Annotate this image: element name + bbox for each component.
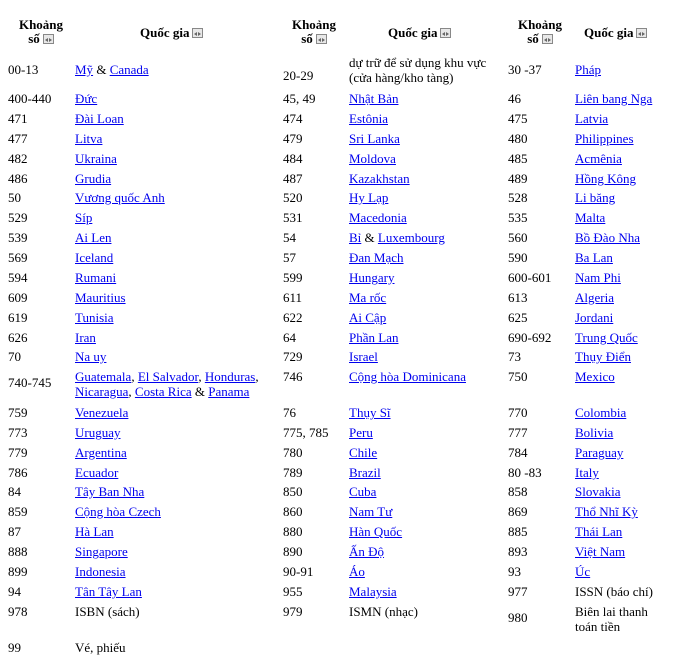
code-range: 729: [283, 349, 303, 364]
code-range: 64: [283, 330, 296, 345]
country-link[interactable]: Macedonia: [349, 210, 407, 225]
country-line: [75, 465, 118, 480]
code-range: 94: [8, 584, 21, 599]
country-link[interactable]: Panama: [208, 384, 250, 399]
country-line: [349, 465, 381, 480]
country-line: [75, 91, 97, 106]
code-range: 784: [508, 445, 528, 460]
country-line: [75, 640, 126, 655]
country-line: [75, 349, 106, 364]
country-link[interactable]: Peru: [349, 425, 373, 440]
code-range: 780: [283, 445, 303, 460]
country-link[interactable]: Iceland: [75, 250, 114, 265]
country-link[interactable]: Latvia: [575, 111, 609, 126]
country-text: ,: [128, 384, 135, 399]
country-line: [575, 445, 623, 460]
country-line: [75, 564, 126, 579]
country-link[interactable]: Hồng Kông: [575, 171, 637, 186]
code-range: 30 -37: [508, 62, 542, 77]
country-line: [75, 270, 116, 285]
code-range: 789: [283, 465, 303, 480]
country-text: &: [361, 230, 378, 245]
country-link[interactable]: Mỹ: [75, 62, 94, 77]
country-link[interactable]: Bolivia: [575, 425, 614, 440]
country-line: [575, 310, 613, 325]
country-line: [349, 445, 377, 460]
country-line: [349, 250, 404, 265]
code-range: 84: [8, 484, 21, 499]
country-line: [349, 55, 486, 70]
country-line: [349, 405, 391, 420]
country-text: dự trữ để sử dụng khu vực: [349, 55, 487, 70]
country-line: [349, 171, 410, 186]
country-link[interactable]: Luxembourg: [377, 230, 445, 245]
country-link[interactable]: Tunisia: [75, 310, 114, 325]
country-link[interactable]: Hungary: [349, 270, 395, 285]
country-line: [575, 584, 653, 599]
code-range: 860: [283, 504, 303, 519]
code-range: 487: [283, 171, 303, 186]
country-link[interactable]: Brazil: [349, 465, 381, 480]
country-link[interactable]: Thái Lan: [575, 524, 623, 539]
country-line: [575, 484, 621, 499]
country-link[interactable]: Ba Lan: [575, 250, 613, 265]
country-line: [349, 484, 376, 499]
code-range: 590: [508, 250, 528, 265]
country-link[interactable]: Trung Quốc: [575, 330, 638, 345]
header-country: [140, 26, 203, 40]
code-range: 520: [283, 190, 303, 205]
code-range: 599: [283, 270, 303, 285]
country-line: [575, 230, 640, 245]
country-text: ,: [198, 369, 205, 384]
country-text: ISMN (nhạc): [349, 604, 418, 619]
country-link[interactable]: Rumani: [75, 270, 117, 285]
country-link[interactable]: Pháp: [575, 62, 601, 77]
country-link[interactable]: Bỉ: [349, 230, 362, 245]
code-range: 613: [508, 290, 528, 305]
country-link[interactable]: Mexico: [575, 369, 615, 384]
sort-icon[interactable]: [542, 34, 553, 44]
header-code-line2: [509, 32, 571, 46]
header-code-line1: Khoảng: [517, 17, 563, 32]
code-range: 773: [8, 425, 28, 440]
country-line: [575, 151, 622, 166]
code-range: 978: [8, 604, 28, 619]
country-line: [349, 330, 398, 345]
country-line: [75, 131, 102, 146]
code-range: 625: [508, 310, 528, 325]
code-range: 531: [283, 210, 303, 225]
code-range: 775, 785: [283, 425, 329, 440]
country-line: [75, 584, 142, 599]
country-link[interactable]: Singapore: [75, 544, 128, 559]
country-link[interactable]: Estônia: [349, 111, 388, 126]
country-link[interactable]: Hy Lạp: [349, 190, 389, 205]
country-line: [75, 504, 161, 519]
country-line: [349, 111, 388, 126]
code-range: 955: [283, 584, 303, 599]
country-link[interactable]: Algeria: [575, 290, 614, 305]
header-code-range: [509, 18, 571, 46]
code-range: 850: [283, 484, 303, 499]
country-text: Vé, phiếu: [75, 640, 126, 655]
country-link[interactable]: Ecuador: [75, 465, 119, 480]
country-link[interactable]: Nam Tư: [349, 504, 393, 519]
country-link[interactable]: Uruguay: [75, 425, 121, 440]
country-line: [349, 504, 392, 519]
country-line: [349, 70, 454, 85]
sort-icon[interactable]: [636, 28, 647, 38]
country-link[interactable]: Argentina: [75, 445, 127, 460]
code-range: 489: [508, 171, 528, 186]
country-text: ,: [255, 369, 259, 384]
code-range: 893: [508, 544, 528, 559]
country-line: [349, 564, 365, 579]
country-link[interactable]: Grudia: [75, 171, 112, 186]
code-range: 779: [8, 445, 28, 460]
country-link[interactable]: Iran: [75, 330, 96, 345]
country-line: [75, 190, 165, 205]
country-link[interactable]: Đài Loan: [75, 111, 124, 126]
code-range: 746: [283, 369, 303, 384]
code-range: 569: [8, 250, 28, 265]
code-range: 594: [8, 270, 28, 285]
country-link[interactable]: Paraguay: [575, 445, 624, 460]
code-range: 528: [508, 190, 528, 205]
country-line: [575, 111, 608, 126]
sort-icon[interactable]: [192, 28, 203, 38]
country-line: [349, 349, 378, 364]
code-range: 480: [508, 131, 528, 146]
code-range: 474: [283, 111, 303, 126]
country-link[interactable]: Italy: [575, 465, 599, 480]
header-code-line2: [10, 32, 72, 46]
country-line: [75, 544, 128, 559]
country-line: [75, 524, 114, 539]
code-range: 485: [508, 151, 528, 166]
code-range: 54: [283, 230, 296, 245]
country-line: [349, 230, 445, 245]
code-range: 20-29: [283, 68, 314, 83]
code-range: 486: [8, 171, 28, 186]
country-link[interactable]: Đan Mạch: [349, 250, 404, 265]
code-range: 93: [508, 564, 521, 579]
header-code-line2-text: số: [301, 31, 313, 46]
country-link[interactable]: Litva: [75, 131, 103, 146]
code-range: 888: [8, 544, 28, 559]
code-range: 626: [8, 330, 28, 345]
header-code-line2-text: số: [28, 31, 40, 46]
country-link[interactable]: Acmênia: [575, 151, 622, 166]
country-line: [349, 544, 384, 559]
country-link[interactable]: Síp: [75, 210, 93, 225]
header-country-text: Quốc gia: [140, 25, 190, 40]
country-link[interactable]: Ma rốc: [349, 290, 387, 305]
country-line: [75, 250, 113, 265]
country-link[interactable]: Vương quốc Anh: [75, 190, 165, 205]
country-text: (cửa hàng/kho tàng): [349, 70, 454, 85]
country-text: &: [191, 384, 209, 399]
code-range: 980: [508, 610, 528, 625]
country-line: [75, 171, 111, 186]
code-range: 786: [8, 465, 28, 480]
country-line: [575, 171, 636, 186]
country-line: [75, 111, 124, 126]
country-line: [75, 445, 127, 460]
code-range: 50: [8, 190, 21, 205]
country-line: [349, 524, 402, 539]
country-link[interactable]: Phần Lan: [349, 330, 399, 345]
country-link[interactable]: Thổ Nhĩ Kỳ: [575, 504, 638, 519]
country-line: [575, 369, 615, 384]
country-link[interactable]: Liên bang Nga: [575, 91, 653, 106]
country-link[interactable]: Đức: [75, 91, 98, 106]
country-line: [575, 425, 613, 440]
country-link[interactable]: Honduras: [204, 369, 256, 384]
header-country: [388, 26, 451, 40]
country-line: [575, 290, 614, 305]
code-range: 777: [508, 425, 528, 440]
country-line: [349, 151, 396, 166]
country-text: ISSN (báo chí): [575, 584, 653, 599]
country-link[interactable]: Chile: [349, 445, 378, 460]
code-range: 475: [508, 111, 528, 126]
country-link[interactable]: Colombia: [575, 405, 627, 420]
country-link[interactable]: Nhật Bản: [349, 91, 399, 106]
header-country: [584, 26, 647, 40]
country-link[interactable]: Bồ Đào Nha: [575, 230, 640, 245]
country-line: [575, 270, 621, 285]
country-link[interactable]: Tây Ban Nha: [75, 484, 145, 499]
country-line: [75, 62, 149, 77]
code-range: 90-91: [283, 564, 314, 579]
country-line: [575, 210, 605, 225]
country-link[interactable]: Philippines: [575, 131, 634, 146]
code-range: 690-692: [508, 330, 552, 345]
country-line: [575, 604, 648, 619]
code-range: 619: [8, 310, 28, 325]
code-range: 99: [8, 640, 21, 655]
header-code-range: [10, 18, 72, 46]
country-link[interactable]: Hà Lan: [75, 524, 114, 539]
code-range: 57: [283, 250, 296, 265]
code-range: 869: [508, 504, 528, 519]
country-line: [575, 544, 625, 559]
country-line: [75, 369, 259, 384]
country-line: [75, 425, 121, 440]
code-range: 45, 49: [283, 91, 316, 106]
country-line: [575, 564, 590, 579]
country-line: [349, 584, 397, 599]
code-range: 471: [8, 111, 28, 126]
country-line: [349, 290, 386, 305]
country-link[interactable]: Kazakhstan: [349, 171, 410, 186]
header-code-line2-text: số: [527, 31, 539, 46]
code-range: 76: [283, 405, 296, 420]
country-text: ISBN (sách): [75, 604, 140, 619]
country-link[interactable]: Thụy Sĩ: [349, 405, 391, 420]
code-range: 759: [8, 405, 28, 420]
country-link[interactable]: Cộng hòa Czech: [75, 504, 161, 519]
country-link[interactable]: Nam Phi: [575, 270, 621, 285]
header-country-text: Quốc gia: [584, 25, 634, 40]
country-line: [349, 91, 398, 106]
country-line: [349, 369, 466, 384]
country-line: [575, 190, 615, 205]
country-line: [349, 604, 418, 619]
code-range: 740-745: [8, 375, 52, 390]
code-range: 80 -83: [508, 465, 542, 480]
sort-icon[interactable]: [316, 34, 327, 44]
country-line: [575, 524, 622, 539]
code-range: 477: [8, 131, 28, 146]
header-code-line1: Khoảng: [18, 17, 64, 32]
country-line: [349, 310, 386, 325]
country-line: [75, 604, 140, 619]
code-range: 858: [508, 484, 528, 499]
country-line: [575, 504, 638, 519]
code-range: 770: [508, 405, 528, 420]
header-code-line2: [283, 32, 345, 46]
country-text: ,: [131, 369, 138, 384]
country-text: Biên lai thanh: [575, 604, 648, 619]
sort-icon[interactable]: [440, 28, 451, 38]
country-line: [349, 131, 400, 146]
country-link[interactable]: Nicaragua: [75, 384, 129, 399]
code-range: 70: [8, 349, 21, 364]
header-code-range: [283, 18, 345, 46]
code-range: 73: [508, 349, 521, 364]
country-text: &: [93, 62, 110, 77]
country-link[interactable]: Indonesia: [75, 564, 126, 579]
code-range: 87: [8, 524, 21, 539]
country-link[interactable]: Costa Rica: [134, 384, 192, 399]
country-line: [575, 131, 634, 146]
code-range: 529: [8, 210, 28, 225]
code-range: 484: [283, 151, 303, 166]
country-link[interactable]: Moldova: [349, 151, 396, 166]
country-line: [349, 190, 388, 205]
code-range: 535: [508, 210, 528, 225]
country-line: [349, 425, 373, 440]
code-range: 979: [283, 604, 303, 619]
code-range: 890: [283, 544, 303, 559]
country-link[interactable]: Venezuela: [75, 405, 129, 420]
country-line: [575, 330, 638, 345]
country-link[interactable]: Cuba: [349, 484, 377, 499]
country-link[interactable]: El Salvador: [137, 369, 199, 384]
code-range: 609: [8, 290, 28, 305]
header-code-line1: Khoảng: [291, 17, 337, 32]
country-link[interactable]: Tân Tây Lan: [75, 584, 142, 599]
country-link[interactable]: Jordani: [575, 310, 614, 325]
country-link[interactable]: Cộng hòa Dominicana: [349, 369, 466, 384]
country-line: [75, 290, 126, 305]
code-range: 622: [283, 310, 303, 325]
code-range: 859: [8, 504, 28, 519]
code-range: 46: [508, 91, 521, 106]
code-range: 00-13: [8, 62, 39, 77]
code-range: 539: [8, 230, 28, 245]
country-link[interactable]: Úc: [575, 564, 591, 579]
country-link[interactable]: Thụy Điển: [575, 349, 631, 364]
country-line: [575, 62, 601, 77]
country-link[interactable]: Áo: [349, 564, 365, 579]
country-line: [575, 349, 631, 364]
code-range: 977: [508, 584, 528, 599]
country-line: [575, 405, 626, 420]
country-link[interactable]: Mauritius: [75, 290, 126, 305]
country-link[interactable]: Ukraina: [75, 151, 117, 166]
country-link[interactable]: Malta: [575, 210, 606, 225]
country-line: [75, 230, 111, 245]
code-range: 400-440: [8, 91, 52, 106]
header-country-text: Quốc gia: [388, 25, 438, 40]
code-range: 560: [508, 230, 528, 245]
code-range: 750: [508, 369, 528, 384]
country-line: [75, 484, 144, 499]
code-range: 479: [283, 131, 303, 146]
country-line: [75, 330, 96, 345]
country-link[interactable]: Li băng: [575, 190, 616, 205]
country-link[interactable]: Việt Nam: [575, 544, 626, 559]
country-line: [575, 619, 620, 634]
country-link[interactable]: Slovakia: [575, 484, 621, 499]
country-link[interactable]: Sri Lanka: [349, 131, 400, 146]
country-link[interactable]: Guatemala: [75, 369, 132, 384]
code-range: 880: [283, 524, 303, 539]
code-range: 600-601: [508, 270, 552, 285]
sort-icon[interactable]: [43, 34, 54, 44]
country-line: [75, 384, 249, 399]
country-line: [75, 210, 92, 225]
code-range: 899: [8, 564, 28, 579]
country-link[interactable]: Ai Len: [75, 230, 112, 245]
country-line: [349, 270, 395, 285]
country-line: [575, 250, 613, 265]
code-range: 885: [508, 524, 528, 539]
country-link[interactable]: Ai Cập: [349, 310, 387, 325]
country-link[interactable]: Hàn Quốc: [349, 524, 403, 539]
country-link[interactable]: Ấn Độ: [349, 544, 385, 559]
country-link[interactable]: Canada: [109, 62, 149, 77]
country-text: toán tiền: [575, 619, 621, 634]
country-line: [575, 91, 652, 106]
country-line: [349, 210, 407, 225]
country-link[interactable]: Israel: [349, 349, 378, 364]
code-range: 482: [8, 151, 28, 166]
code-range: 611: [283, 290, 303, 305]
country-line: [575, 465, 599, 480]
country-line: [75, 405, 128, 420]
country-line: [75, 151, 117, 166]
country-link[interactable]: Na uy: [75, 349, 107, 364]
country-link[interactable]: Malaysia: [349, 584, 397, 599]
country-line: [75, 310, 114, 325]
